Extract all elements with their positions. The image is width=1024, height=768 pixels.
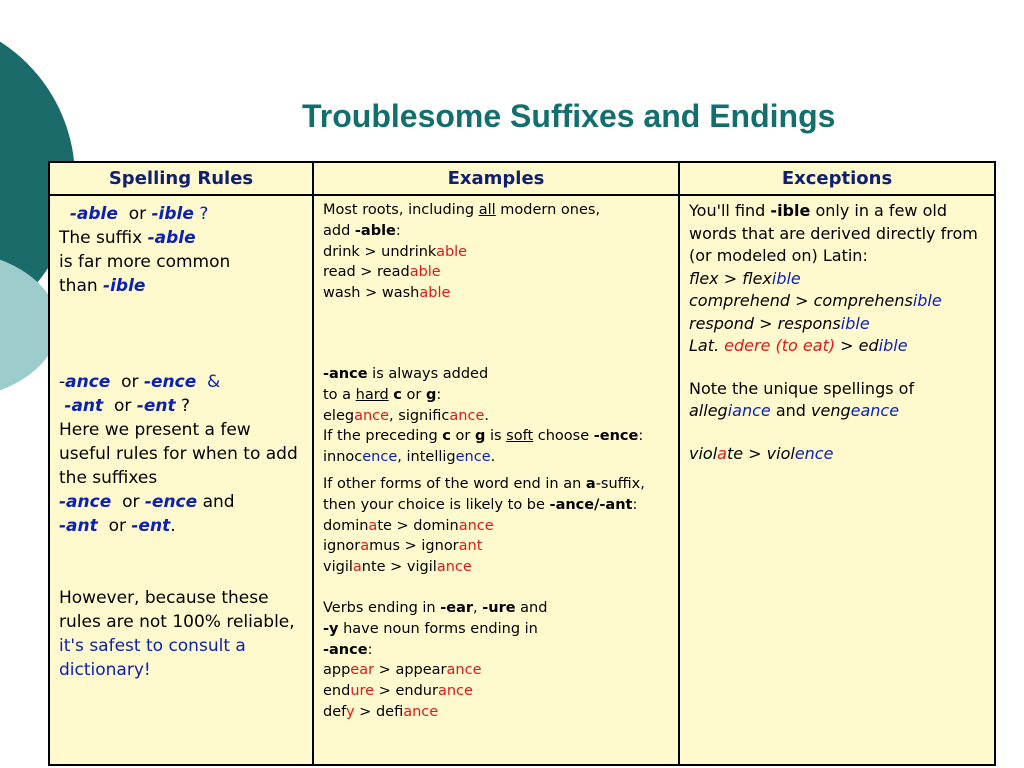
example-word: ignor [323, 538, 361, 555]
spacer [689, 358, 986, 378]
rule-ance-term: -ance [59, 492, 112, 512]
exception-suffix: ence [794, 443, 834, 463]
exception-word: viol [689, 443, 718, 463]
rule-or: or [121, 372, 139, 392]
example-letter: a [585, 475, 596, 492]
example-letter: c [393, 386, 402, 403]
example-text: . [490, 449, 496, 466]
rule-question: ? [199, 204, 209, 224]
example-suffix: able [419, 285, 451, 302]
header-exceptions: Exceptions [679, 162, 995, 195]
example-letter: g [474, 428, 486, 445]
rule-than-ible: -ible [103, 276, 146, 296]
rule-or: or [122, 492, 140, 512]
example-text: . [484, 407, 489, 424]
example-word: > appear [374, 662, 447, 679]
exception-word: comprehend > comprehens [689, 291, 913, 310]
spacer [323, 578, 670, 598]
example-word: > endur [374, 683, 438, 700]
spacer [323, 304, 670, 364]
example-text: If the preceding [323, 428, 438, 445]
exception-word: Lat. [689, 336, 720, 355]
example-text: Verbs ending in [323, 599, 436, 616]
example-letter: a [352, 559, 362, 576]
example-suffix: ance [437, 683, 473, 700]
example-word: end [323, 683, 351, 700]
example-word: signific [398, 407, 450, 424]
example-text: : [436, 386, 442, 403]
example-suffix: -able [354, 222, 396, 239]
example-word: domin [323, 517, 369, 534]
example-word: intellig [406, 449, 456, 466]
example-letter: a [368, 517, 378, 534]
suffix-table [48, 161, 996, 766]
example-word: nte > vigil [361, 559, 437, 576]
rule-dictionary-advice: it's safest to consult a dictionary! [59, 636, 246, 680]
example-text: to a [323, 386, 352, 403]
example-word: read > read [323, 264, 410, 281]
exception-suffix: ible [912, 291, 942, 310]
exception-text: only in a few old words that are derived directly from (or modeled on) Latin: [689, 201, 978, 265]
example-text: : [632, 496, 638, 513]
example-suffix: ance [458, 517, 494, 534]
rule-suffix-able: -able [147, 228, 196, 248]
exception-suffix: iance [727, 401, 771, 420]
example-suffix: -ear [440, 599, 474, 616]
example-suffix: ance [436, 559, 472, 576]
exception-word: > ed [840, 336, 879, 355]
example-letter: a [360, 538, 370, 555]
example-suffix: ear [350, 662, 375, 679]
example-suffix: able [436, 243, 468, 260]
rule-or: or [108, 516, 126, 536]
example-text: : [367, 641, 373, 658]
example-suffix: ant [458, 538, 483, 555]
example-suffix: -ence [593, 428, 639, 445]
rule-ent-term: -ent [131, 516, 171, 536]
example-text: is [489, 428, 502, 445]
rule-ance-body: Here we present a few useful rules for when to add the suffixes [59, 420, 298, 488]
example-text: or [455, 428, 471, 445]
rule-common-text: is far more common [59, 252, 231, 272]
example-suffix: ence [362, 449, 398, 466]
example-word: innoc [323, 449, 363, 466]
slide-title: Troublesome Suffixes and Endings [302, 98, 836, 134]
spacer [59, 538, 304, 586]
example-word: app [323, 662, 351, 679]
exception-violate [689, 443, 986, 466]
example-all: all [478, 202, 496, 218]
exception-text: and [775, 401, 806, 420]
rule-or: or [113, 396, 132, 416]
rule-able-term: -able [69, 204, 118, 224]
exception-word: veng [811, 401, 851, 420]
example-suffix: ure [350, 683, 375, 700]
example-word: wash > wash [323, 285, 420, 302]
example-word: vigil [323, 559, 353, 576]
exception-word: flex > flex [689, 268, 772, 288]
example-text: -suffix, then your choice is likely to be [323, 475, 645, 513]
rule-ible-term: -ible [151, 204, 194, 224]
rule-ence-term: -ence [143, 372, 197, 392]
exception-word: respond > respons [689, 313, 841, 333]
rule-ant-term: -ant [59, 516, 98, 536]
rule-suffix-text: The suffix [59, 228, 143, 248]
rule-question: ? [181, 396, 191, 416]
exception-letter: a [717, 443, 727, 463]
example-suffix: -ure [482, 599, 516, 616]
example-suffix: ance [446, 662, 482, 679]
example-letter: c [442, 428, 451, 445]
rule-dash: - [59, 372, 66, 392]
rule-ance-term: ance [65, 372, 111, 392]
exception-suffix: ible [840, 313, 870, 333]
example-hard: hard [355, 386, 389, 403]
example-text: and [520, 599, 548, 616]
example-word: def [323, 703, 346, 720]
example-suffix: y [345, 703, 355, 720]
example-text: modern ones, [500, 202, 601, 218]
example-letter: g [425, 386, 437, 403]
example-word: eleg [323, 407, 355, 424]
exception-suffix: eance [850, 401, 900, 420]
rule-and: and [202, 492, 235, 512]
table-header-row [49, 162, 995, 195]
examples-cell [313, 195, 679, 765]
header-examples: Examples [313, 162, 679, 195]
rule-ent-term: -ent [136, 396, 176, 416]
example-suffix: -ance/-ant [549, 496, 633, 513]
example-text: or [406, 386, 422, 403]
exception-note-text: Note the unique spellings of [689, 378, 915, 398]
rule-than: than [59, 276, 98, 296]
exceptions-cell [679, 195, 995, 765]
exception-suffix: -ible [770, 201, 811, 220]
example-text: If other forms of the word end in an [323, 475, 582, 492]
rules-cell [49, 195, 313, 765]
exception-suffix: ible [771, 268, 801, 288]
rule-ance-ence [59, 370, 304, 538]
rule-period: . [170, 516, 176, 536]
example-suffix: -y [323, 620, 339, 637]
spacer [59, 298, 304, 370]
example-ance-hard [323, 364, 670, 468]
example-word: drink > undrink [323, 243, 437, 260]
rule-however [59, 586, 304, 682]
example-word: te > domin [377, 517, 459, 534]
spacer [689, 423, 986, 443]
rule-or: or [128, 204, 147, 224]
example-suffix: ance [449, 407, 485, 424]
header-spelling-rules: Spelling Rules [49, 162, 313, 195]
exception-note [689, 378, 986, 423]
example-suffix: -ance [323, 365, 368, 382]
exception-text: You'll find [689, 201, 766, 220]
example-text: , [397, 449, 402, 466]
exception-latin: edere (to eat) [724, 336, 836, 355]
rule-ant-term: -ant [64, 396, 104, 416]
example-word: > defi [354, 703, 404, 720]
exception-suffix: ible [878, 336, 908, 355]
exception-ible [689, 200, 986, 358]
example-verbs [323, 598, 670, 723]
example-text: : [638, 428, 644, 445]
table-body-row [49, 195, 995, 765]
example-text: : [395, 222, 401, 239]
rule-ence-term: -ence [144, 492, 198, 512]
example-word: mus > ignor [369, 538, 459, 555]
example-suffix: ance [354, 407, 390, 424]
example-text: , [473, 599, 478, 616]
example-suffix: ence [455, 449, 491, 466]
example-text: add [323, 222, 351, 239]
example-able [323, 200, 670, 304]
example-soft: soft [506, 428, 534, 445]
example-text: have noun forms ending in [343, 620, 538, 637]
example-text: choose [537, 428, 590, 445]
rule-able-ible [59, 202, 304, 298]
exception-word: te > viol [726, 443, 795, 463]
example-text: is always added [372, 365, 489, 382]
rule-amp: & [207, 372, 221, 392]
example-a-suffix [323, 474, 670, 578]
example-suffix: able [409, 264, 441, 281]
example-suffix: ance [403, 703, 439, 720]
rule-however-text: However, because these rules are not 100% reliable, [59, 588, 295, 632]
example-text: , [389, 407, 394, 424]
example-text: Most roots, including [323, 202, 475, 218]
example-suffix: -ance [323, 641, 368, 658]
exception-word: alleg [689, 401, 728, 420]
